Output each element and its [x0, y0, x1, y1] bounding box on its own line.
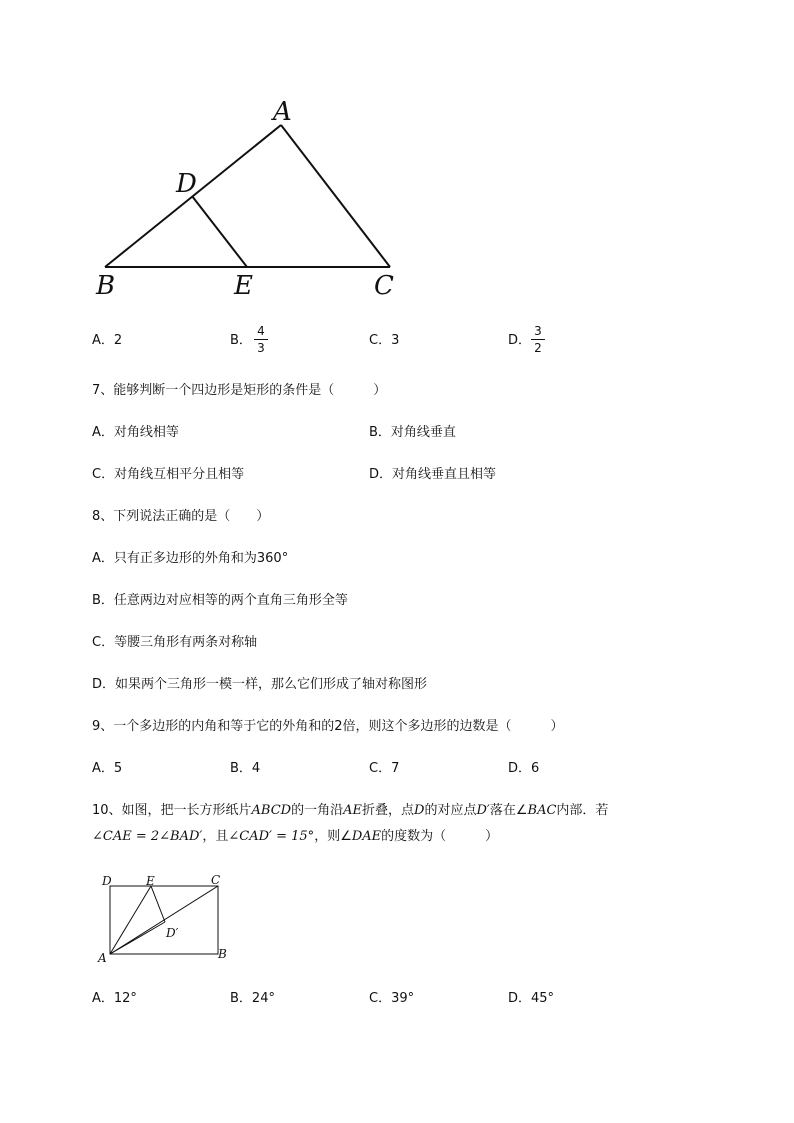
- q10-condition-2: ∠CAD′ = 15°: [228, 829, 315, 844]
- label-D: D: [102, 874, 112, 888]
- q6-option-b: [230, 332, 252, 350]
- q7-option-c: C．对角线互相平分且相等: [92, 467, 245, 482]
- q6-option-d: [508, 332, 531, 350]
- q8-option-d: D．如果两个三角形一模一样，那么它们形成了轴对称图形: [92, 677, 428, 692]
- q9-option-a: A．5: [92, 761, 123, 776]
- q9-stem: 9、一个多边形的内角和等于它的外角和的2倍，则这个多边形的边数是（ ）: [92, 719, 564, 734]
- q6-option-d-label: D．: [508, 333, 532, 348]
- label-C: C: [374, 271, 394, 301]
- segment-ED-prime: [151, 886, 165, 922]
- q10-text-8: ，则∠: [314, 829, 352, 844]
- q10-text-9: 的度数为（ ）: [381, 829, 499, 844]
- label-B: B: [96, 271, 116, 301]
- q6-option-b-fraction: [254, 324, 268, 355]
- q7-stem: 7、能够判断一个四边形是矩形的条件是（ ）: [92, 383, 387, 398]
- q10-math-ae: AE: [343, 803, 363, 818]
- q8-option-b: B．任意两边对应相等的两个直角三角形全等: [92, 593, 348, 608]
- segment-AC: [281, 125, 390, 267]
- q10-text-2: 的一角沿: [291, 803, 344, 818]
- q10-option-b: B．24°: [230, 991, 275, 1006]
- label-E: E: [146, 874, 155, 888]
- q10-text-1: 10、如图，把一长方形纸片: [92, 803, 252, 818]
- q10-stem-line1: [92, 802, 608, 820]
- triangle-figure: [90, 90, 410, 305]
- q10-math-abcd: ABCD: [251, 803, 292, 818]
- q10-stem-line2: [92, 828, 498, 846]
- q9-option-b: B．4: [230, 761, 261, 776]
- segment-DE: [192, 196, 247, 267]
- label-D: D: [176, 169, 197, 199]
- segment-AE: [110, 886, 151, 954]
- q6-option-b-numerator: 4: [257, 324, 265, 338]
- q9-option-c: C．7: [369, 761, 400, 776]
- q6-option-d-fraction: [531, 324, 545, 355]
- q7-option-a: A．对角线相等: [92, 425, 179, 440]
- q10-condition-1: ∠CAE = 2∠BAD′: [92, 829, 203, 844]
- q10-math-d: D: [414, 803, 425, 818]
- q7-option-d: D．对角线垂直且相等: [369, 467, 497, 482]
- q6-option-a: A．2: [92, 333, 123, 348]
- q10-option-a: A．12°: [92, 991, 137, 1006]
- q10-text-4: 的对应点: [424, 803, 477, 818]
- q10-text-3: 折叠，点: [362, 803, 415, 818]
- rectangle-fold-figure: [96, 870, 236, 966]
- label-A: A: [98, 951, 107, 965]
- q10-option-c: C．39°: [369, 991, 415, 1006]
- q10-text-5: 落在∠: [489, 803, 528, 818]
- q8-option-c: C．等腰三角形有两条对称轴: [92, 635, 258, 650]
- label-B: B: [218, 947, 227, 961]
- label-E: E: [234, 271, 253, 301]
- label-D-prime: D′: [166, 926, 179, 940]
- q10-math-bac: BAC: [527, 803, 557, 818]
- q6-option-d-denominator: 2: [534, 341, 542, 355]
- q10-text-6: 内部．若: [556, 803, 609, 818]
- q6-option-b-denominator: 3: [257, 341, 265, 355]
- label-A: A: [273, 97, 292, 127]
- segment-AD-prime: [110, 922, 165, 954]
- q7-option-b: B．对角线垂直: [369, 425, 456, 440]
- q6-option-b-label: B．: [230, 333, 252, 348]
- q9-option-d: D．6: [508, 761, 540, 776]
- label-C: C: [211, 873, 221, 887]
- q8-stem: 8、下列说法正确的是（ ）: [92, 509, 270, 524]
- q10-option-d: D．45°: [508, 991, 555, 1006]
- q10-math-dprime: D′: [476, 803, 490, 818]
- q8-option-a: A．只有正多边形的外角和为360°: [92, 551, 289, 566]
- q10-text-7: ，且: [202, 829, 229, 844]
- q6-option-c: C．3: [369, 333, 400, 348]
- q6-option-d-numerator: 3: [534, 324, 542, 338]
- q10-math-dae: DAE: [351, 829, 382, 844]
